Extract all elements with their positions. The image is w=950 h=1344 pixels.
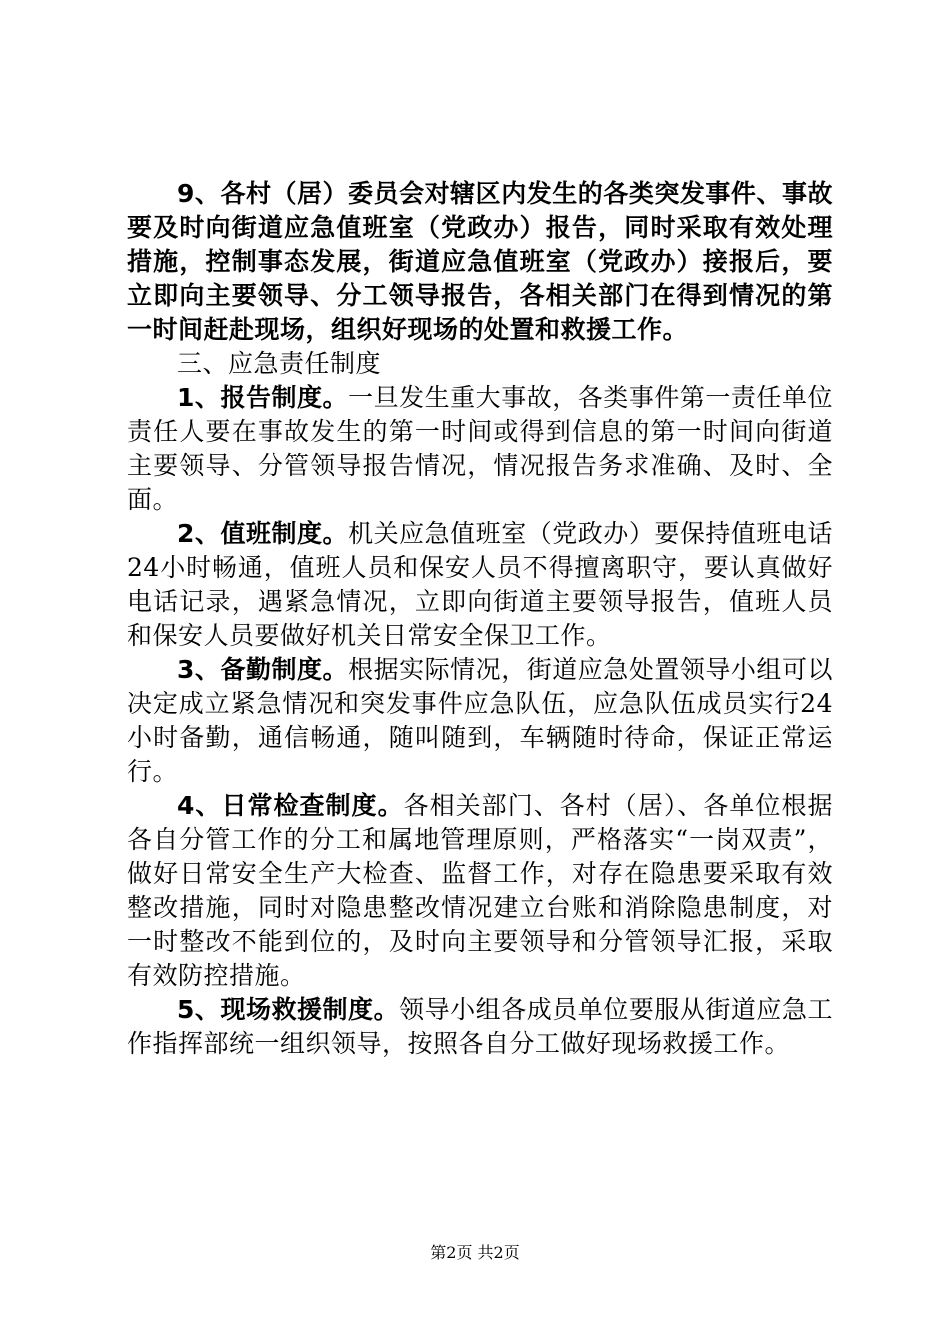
section-heading: 三、应急责任制度: [177, 349, 382, 378]
document-body: [127, 177, 833, 1061]
rule-report: [127, 381, 833, 517]
paragraph-9: 9、各村（居）委员会对辖区内发生的各类突发事件、事故要及时向街道应急值班室（党政办）报告，同时采取有效处理措施，控制事态发展，街道应急值班室（党政办）接报后，要立即向主要领导、分工领导报告，各相关部门在得到情况的第一时间赶赴现场，组织好现场的处置和救援工作。: [127, 179, 833, 344]
rule-title: 3、备勤制度。: [177, 655, 349, 684]
rule-title: 5、现场救援制度。: [177, 995, 400, 1024]
rule-rescue: [127, 993, 833, 1061]
rule-title: 4、日常检查制度。: [177, 791, 404, 820]
page-footer: 第2页 共2页: [430, 1243, 520, 1262]
rule-inspection: [127, 789, 833, 993]
rule-body: 一旦发生重大事故，各类事件第一责任单位责任人要在事故发生的第一时间或得到信息的第一时间向街道主要领导、分管领导报告情况，情况报告务求准确、及时、全面。: [127, 383, 833, 514]
rule-standby: [127, 653, 833, 789]
rule-body: 各相关部门、各村（居）、各单位根据各自分管工作的分工和属地管理原则，严格落实“一岗双责”，做好日常安全生产大检查、监督工作，对存在隐患要采取有效整改措施，同时对隐患整改情况建立台账和消除隐患制度，对一时整改不能到位的，及时向主要领导和分管领导汇报，采取有效防控措施。: [127, 791, 833, 990]
rule-title: 1、报告制度。: [177, 383, 349, 412]
rule-body: 机关应急值班室（党政办）要保持值班电话24小时畅通，值班人员和保安人员不得擅离职守，要认真做好电话记录，遇紧急情况，立即向街道主要领导报告，值班人员和保安人员要做好机关日常安全保卫工作。: [127, 519, 833, 650]
rule-duty: [127, 517, 833, 653]
rule-body: 根据实际情况，街道应急处置领导小组可以决定成立紧急情况和突发事件应急队伍，应急队伍成员实行24小时备勤，通信畅通，随叫随到，车辆随时待命，保证正常运行。: [127, 655, 833, 786]
rule-title: 2、值班制度。: [177, 519, 349, 548]
rule-body: 领导小组各成员单位要服从街道应急工作指挥部统一组织领导，按照各自分工做好现场救援工作。: [127, 995, 833, 1058]
